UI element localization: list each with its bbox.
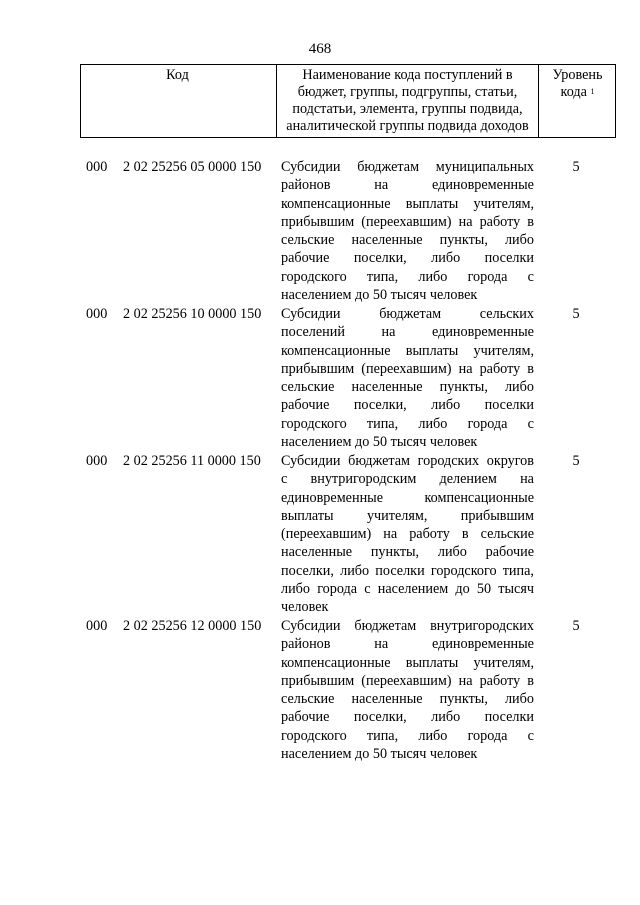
row-description-line: городского типа, либо города с — [281, 727, 534, 744]
row-description-line: населением до 50 тысяч человек — [281, 434, 478, 451]
row-description-line: компенсационные выплаты учителям, — [281, 654, 534, 671]
row-description-line: населением до 50 тысяч человек — [281, 287, 478, 304]
row-admin-code: 000 — [86, 306, 108, 322]
row-admin-code: 000 — [86, 159, 108, 175]
row-level: 5 — [572, 618, 580, 634]
row-description-line: районов на единовременные — [281, 177, 534, 194]
row-description-line: (переехавшим) на работу в сельские — [281, 526, 534, 543]
row-description — [281, 158, 534, 304]
row-level: 5 — [572, 453, 580, 469]
row-description-line: районов на единовременные — [281, 636, 534, 653]
row-description — [281, 617, 534, 763]
row-description — [281, 452, 534, 617]
row-description-line: единовременные компенсационные — [281, 489, 534, 506]
row-description-line: рабочие поселки, либо поселки — [281, 250, 534, 267]
row-description-line: выплаты учителям, прибывшим — [281, 507, 534, 524]
row-description-line: Субсидии бюджетам городских округов — [281, 453, 534, 469]
header-name-line: подстатьи, элемента, группы подвида, — [292, 101, 523, 117]
header-bottom-border — [80, 137, 616, 138]
row-description-line: городского типа, либо города с — [281, 415, 534, 432]
header-name-line: бюджет, группы, подгруппы, статьи, — [297, 84, 518, 100]
header-code: Код — [166, 67, 189, 83]
header-level-line — [539, 84, 616, 101]
row-revenue-code: 2 02 25256 05 0000 150 — [123, 159, 262, 175]
header-level-word: кода — [560, 84, 587, 100]
row-description-line: рабочие поселки, либо поселки — [281, 709, 534, 726]
row-description-line: компенсационные выплаты учителям, — [281, 195, 534, 212]
header-level-line: Уровень — [552, 67, 603, 83]
row-description — [281, 305, 534, 451]
row-description-line: либо города с населением до 50 тысяч — [281, 581, 534, 598]
header-level-footnote: 1 — [590, 87, 595, 96]
row-description-line: прибывшим (переехавшим) на работу в — [281, 213, 534, 230]
row-description-line: человек — [281, 599, 329, 616]
row-description-line: Субсидии бюджетам внутригородских — [281, 618, 534, 634]
table-header — [80, 64, 616, 138]
header-level — [539, 67, 616, 101]
row-admin-code: 000 — [86, 618, 108, 634]
header-name-line: Наименование кода поступлений в — [302, 67, 513, 83]
row-level: 5 — [572, 306, 580, 322]
row-description-line: сельские населенные пункты, либо — [281, 691, 534, 708]
row-description-line: с внутригородским делением на — [281, 471, 534, 488]
row-revenue-code: 2 02 25256 11 0000 150 — [123, 453, 261, 469]
row-description-line: компенсационные выплаты учителям, — [281, 342, 534, 359]
row-level: 5 — [572, 159, 580, 175]
row-description-line: прибывшим (переехавшим) на работу в — [281, 360, 534, 377]
row-description-line: поселки, либо поселки городского типа, — [281, 562, 534, 579]
row-admin-code: 000 — [86, 453, 108, 469]
header-name — [277, 67, 538, 135]
row-description-line: сельские населенные пункты, либо — [281, 379, 534, 396]
row-description-line: рабочие поселки, либо поселки — [281, 397, 534, 414]
row-description-line: населением до 50 тысяч человек — [281, 746, 478, 763]
row-description-line: Субсидии бюджетам сельских — [281, 306, 534, 322]
header-top-border — [80, 64, 616, 65]
row-description-line: городского типа, либо города с — [281, 268, 534, 285]
row-description-line: прибывшим (переехавшим) на работу в — [281, 672, 534, 689]
row-description-line: населенные пункты, либо рабочие — [281, 544, 534, 561]
row-description-line: поселений на единовременные — [281, 324, 534, 341]
row-revenue-code: 2 02 25256 12 0000 150 — [123, 618, 262, 634]
page-number: 468 — [308, 41, 332, 57]
row-description-line: Субсидии бюджетам муниципальных — [281, 159, 534, 175]
header-name-line: аналитической группы подвида доходов — [286, 118, 529, 134]
row-description-line: сельские населенные пункты, либо — [281, 232, 534, 249]
row-revenue-code: 2 02 25256 10 0000 150 — [123, 306, 262, 322]
